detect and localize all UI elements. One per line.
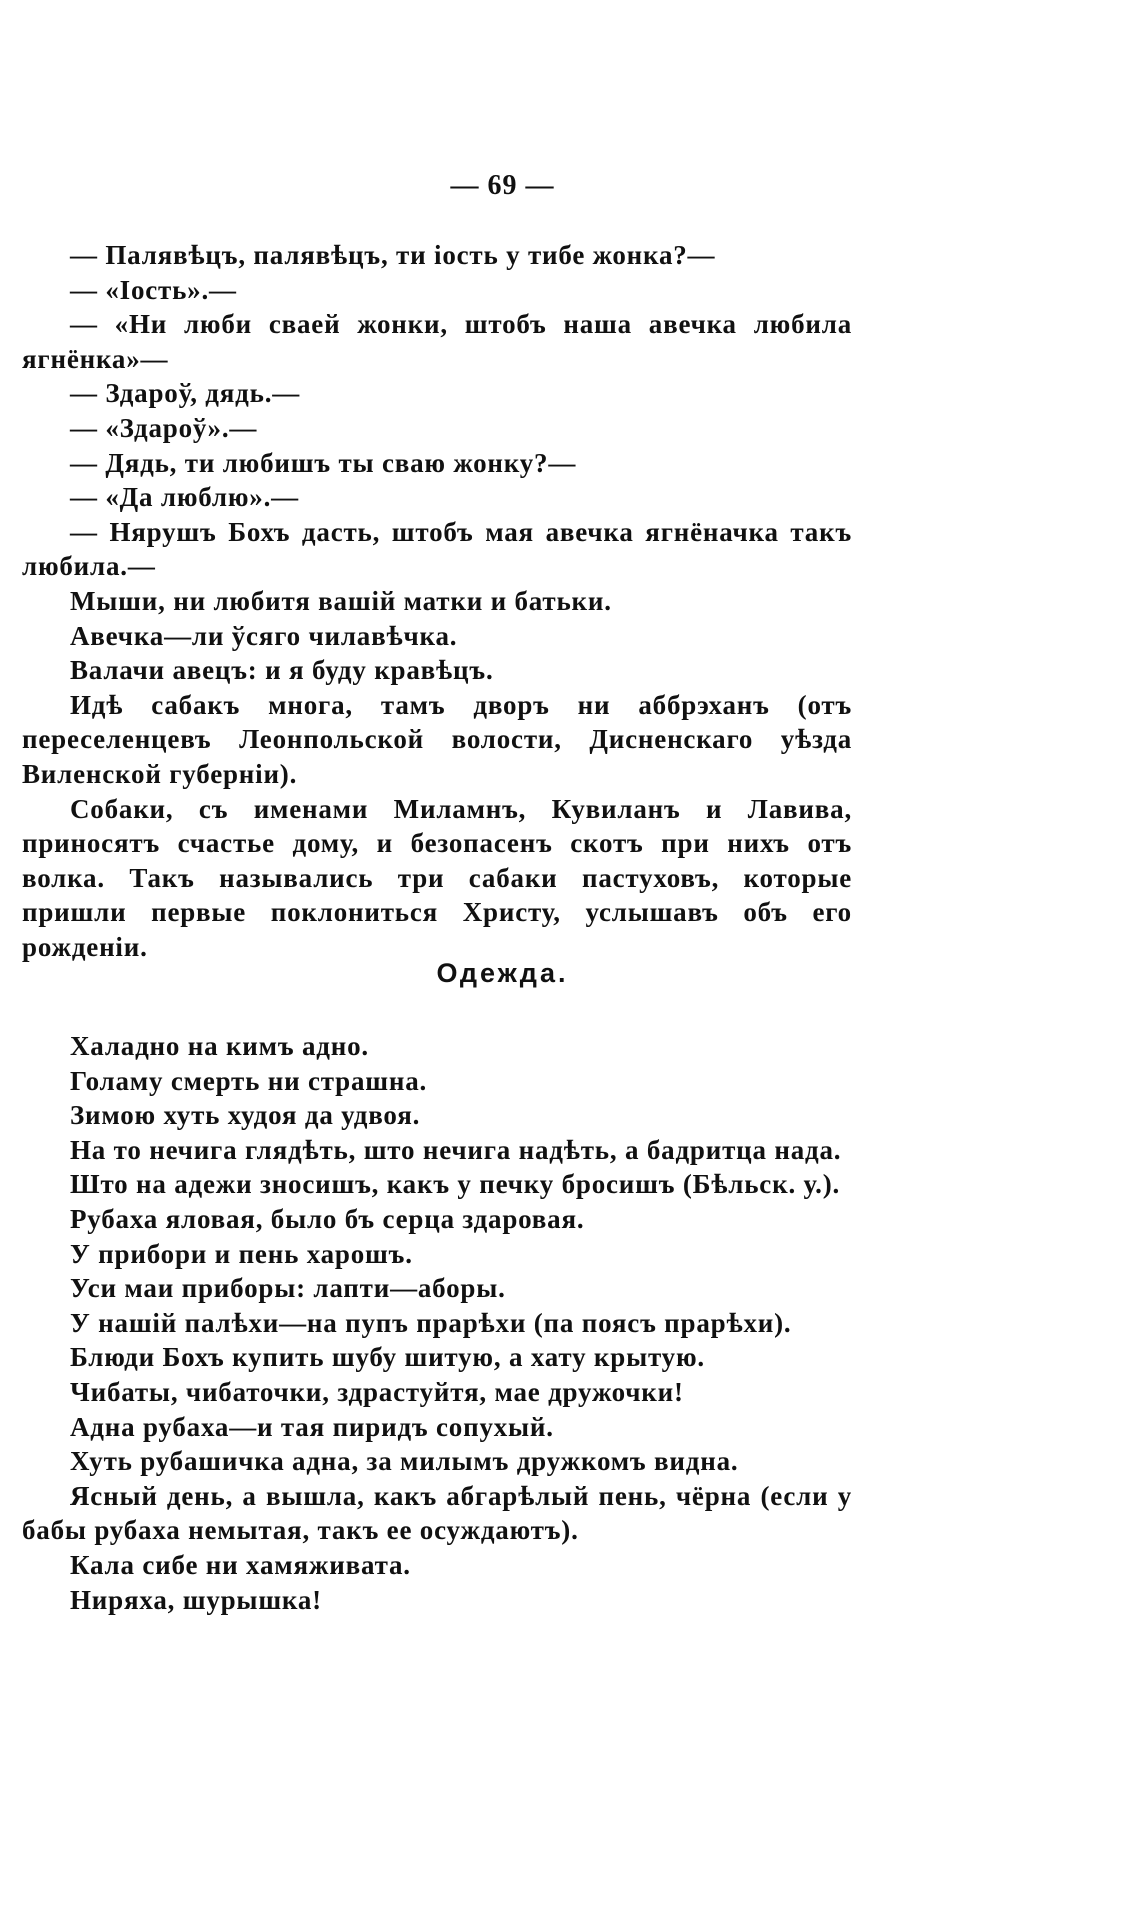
text-line: Рубаха яловая, было бъ серца здаровая. xyxy=(70,1203,585,1234)
text-line: Авечка—ли ўсяго чилавѣчка. xyxy=(70,620,458,651)
text-line: — «Здароў».— xyxy=(70,412,258,443)
text-line: Зимою хуть худоя да удвоя. xyxy=(70,1100,421,1131)
text-line: — «Ни люби сваей жонки, штобъ наша авечка любила ягнёнка»— xyxy=(22,309,852,374)
text-line: У прибори и пень харошъ. xyxy=(70,1238,413,1269)
section-title: Одежда. xyxy=(436,958,569,988)
text-line: Голаму смерть ни страшна. xyxy=(70,1065,428,1096)
text-block-proverbs xyxy=(22,238,852,964)
text-line: Што на адежи зносишъ, какъ у печку бросишъ (Бѣльск. у.). xyxy=(70,1169,841,1200)
text-line: Мыши, ни любитя вашій матки и батьки. xyxy=(70,585,612,616)
text-line: Халадно на кимъ адно. xyxy=(70,1031,369,1061)
text-line: — Здароў, дядь.— xyxy=(70,378,301,409)
text-line: Хуть рубашичка адна, за милымъ дружкомъ видна. xyxy=(70,1446,739,1477)
text-line: На то нечига глядѣть, што нечига надѣть, а бадритца нада. xyxy=(70,1134,842,1165)
text-block-clothing xyxy=(22,1029,852,1617)
text-line: — Нярушъ Бохъ дасть, штобъ мая авечка ягнёначка такъ любила.— xyxy=(22,516,852,582)
page-number: — 69 — xyxy=(450,170,555,201)
text-line: Адна рубаха—и тая пиридъ сопухый. xyxy=(70,1411,554,1442)
text-line: Валачи авецъ: и я буду кравѣцъ. xyxy=(70,655,494,686)
text-line: Уси маи приборы: лапти—аборы. xyxy=(70,1273,506,1304)
text-line: Идѣ сабакъ многа, тамъ дворъ ни аббрэханъ (отъ переселенцевъ Леонпольской волости, Дисненскаго уѣзда Виленской губерніи). xyxy=(22,689,852,789)
text-line: — Дядь, ти любишъ ты сваю жонку?— xyxy=(70,447,577,478)
text-line: Собаки, съ именами Миламнъ, Кувиланъ и Лавива, приносятъ счастье дому, и безопасенъ скотъ при нихъ отъ волка. Такъ назывались три сабаки пастуховъ, которые пришли первые поклониться Христу, услышавъ объ его рожденіи. xyxy=(22,793,852,962)
text-line: — «Іость».— xyxy=(70,274,237,305)
text-line: Блюди Бохъ купить шубу шитую, а хату крытую. xyxy=(70,1342,705,1373)
text-line: У нашій палѣхи—на пупъ прарѣхи (па поясъ прарѣхи). xyxy=(70,1307,792,1338)
text-line: Кала сибе ни хамяживата. xyxy=(70,1549,411,1580)
text-line: — Палявѣцъ, палявѣцъ, ти іость у тибе жонка?— xyxy=(70,240,716,270)
text-line: Чибаты, чибаточки, здрастуйтя, мае дружочки! xyxy=(70,1376,684,1407)
text-line: Ясный день, а вышла, какъ абгарѣлый пень, чёрна (если у бабы рубаха немытая, такъ ее осуждаютъ). xyxy=(22,1480,852,1546)
text-line: Ниряха, шурышка! xyxy=(70,1584,322,1615)
text-line: — «Да люблю».— xyxy=(70,482,299,513)
